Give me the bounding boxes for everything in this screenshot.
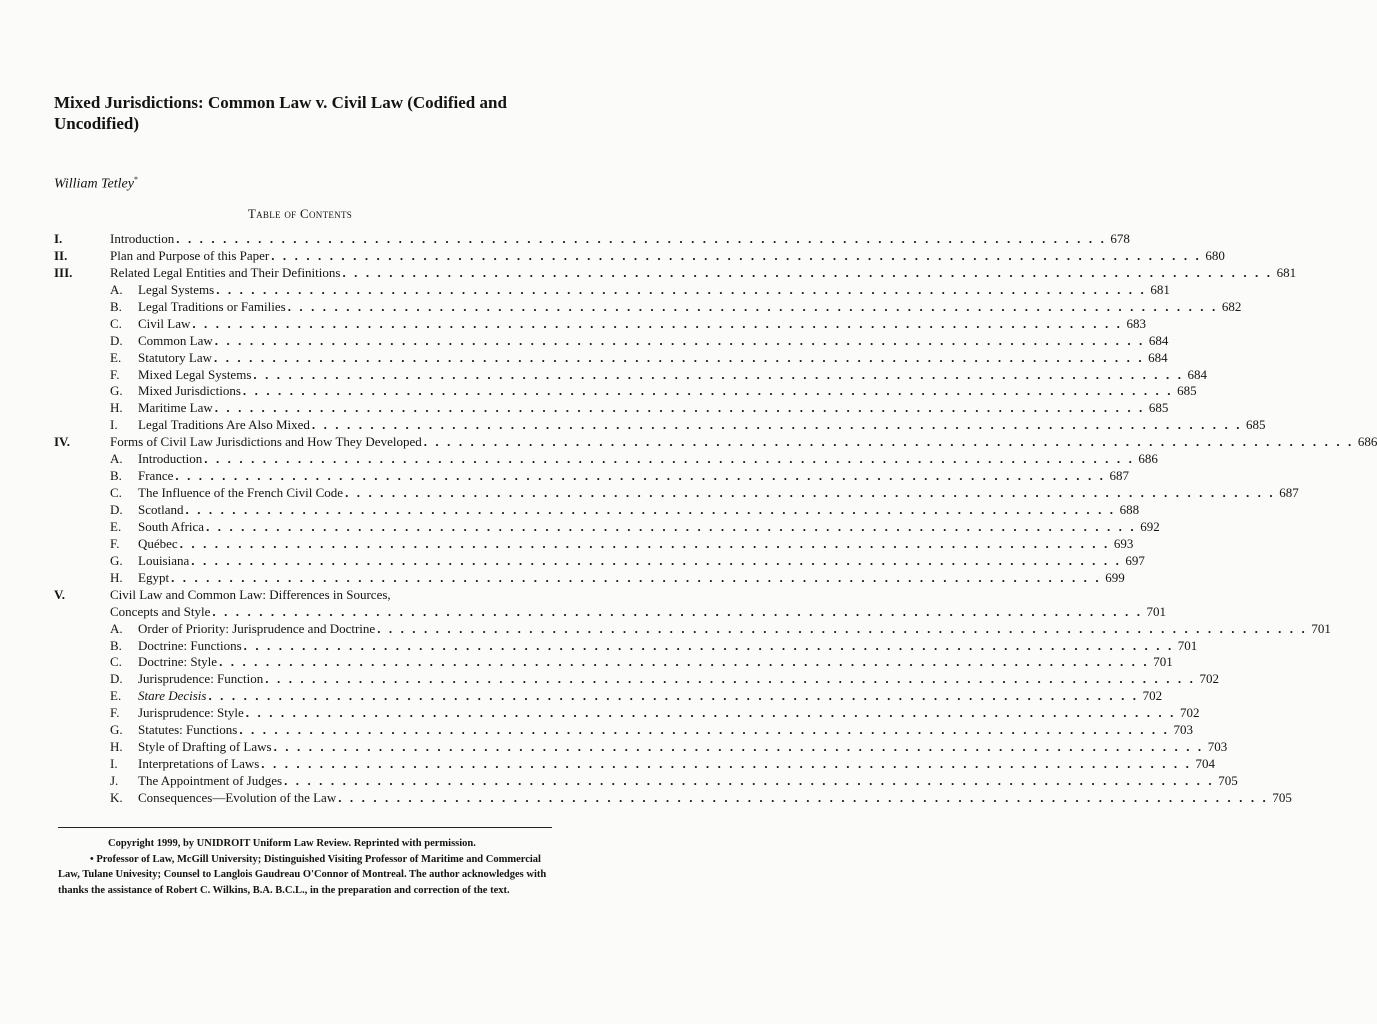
toc-entry <box>110 773 1238 790</box>
toc-section-number: I. <box>54 231 63 246</box>
toc-entry <box>110 349 1168 367</box>
toc-entry <box>110 789 1292 807</box>
toc-entry <box>110 383 1197 400</box>
toc-leader-dots: . . . . . . . . . . . . . . . . . . . . . . . . . . . . . . . . . . . . . . . . . . . . . . . . . . . . . . . . . . . . . . . . . . . . . . . . . . . . . . . . <box>265 671 1196 687</box>
toc-entry <box>110 688 1163 705</box>
toc-page-number: 701 <box>1146 603 1167 619</box>
toc-leader-dots: . . . . . . . . . . . . . . . . . . . . . . . . . . . . . . . . . . . . . . . . . . . . . . . . . . . . . . . . . . . . . . . . . . . . . . . . . . . . . . . . <box>253 366 1184 382</box>
toc-row <box>54 349 1168 367</box>
toc-page-number: 678 <box>1110 231 1130 246</box>
toc-entry <box>110 620 1331 638</box>
toc-subsection-letter: G. <box>110 722 123 738</box>
toc-entry-title: Related Legal Entities and Their Definitions <box>110 264 341 280</box>
toc-entry-title: Scotland <box>138 502 184 517</box>
toc-page-number: 680 <box>1205 247 1225 263</box>
toc-row <box>54 603 1167 621</box>
toc-page-number: 705 <box>1272 789 1292 805</box>
toc-row <box>54 654 1173 671</box>
toc-row <box>54 502 1140 519</box>
toc-entry <box>110 247 1225 265</box>
toc-section-number: V. <box>54 586 65 602</box>
toc-subsection-letter: D. <box>110 332 123 348</box>
toc-page-number: 703 <box>1173 722 1193 738</box>
toc-subsection-letter: A. <box>110 451 123 467</box>
toc-subsection-letter: C. <box>110 315 122 331</box>
toc-page-number: 704 <box>1195 756 1215 772</box>
toc-row <box>54 535 1134 553</box>
toc-page-number: 685 <box>1246 417 1266 433</box>
toc-subsection-letter: F. <box>110 366 120 382</box>
toc-leader-dots: . . . . . . . . . . . . . . . . . . . . . . . . . . . . . . . . . . . . . . . . . . . . . . . . . . . . . . . . . . . . . . . . . . . . . . . . . . . . . . . . <box>175 468 1106 484</box>
toc-row <box>54 587 550 604</box>
toc-entry <box>110 552 1145 570</box>
toc-entry <box>110 434 1377 451</box>
toc-entry <box>110 417 1266 434</box>
toc-subsection-letter: J. <box>110 773 119 788</box>
toc-entry <box>110 231 1130 248</box>
toc-entry-title: Concepts and Style <box>110 603 211 619</box>
toc-entry <box>110 756 1215 773</box>
toc-entry-title: Stare Decisis <box>138 688 207 704</box>
toc-entry <box>110 502 1140 519</box>
author-line <box>54 175 138 193</box>
toc-entry <box>110 485 1299 502</box>
toc-leader-dots: . . . . . . . . . . . . . . . . . . . . . . . . . . . . . . . . . . . . . . . . . . . . . . . . . . . . . . . . . . . . . . . . . . . . . . . . . . . . . . . . <box>208 688 1139 704</box>
toc-entry-title: Mixed Jurisdictions <box>138 383 241 399</box>
toc-entry-title: Legal Traditions or Families <box>138 298 286 314</box>
toc-entry-title: Legal Traditions Are Also Mixed <box>138 417 310 433</box>
toc-leader-dots: . . . . . . . . . . . . . . . . . . . . . . . . . . . . . . . . . . . . . . . . . . . . . . . . . . . . . . . . . . . . . . . . . . . . . . . . . . . . . . . . <box>287 298 1218 314</box>
toc-entry-title: Egypt <box>138 569 170 585</box>
toc-leader-dots: . . . . . . . . . . . . . . . . . . . . . . . . . . . . . . . . . . . . . . . . . . . . . . . . . . . . . . . . . . . . . . . . . . . . . . . . . . . . . . . . <box>216 281 1147 297</box>
toc-entry <box>110 315 1147 333</box>
toc-entry <box>110 535 1134 553</box>
toc-page-number: 685 <box>1177 383 1197 399</box>
toc-page-number: 703 <box>1207 739 1228 755</box>
toc-leader-dots: . . . . . . . . . . . . . . . . . . . . . . . . . . . . . . . . . . . . . . . . . . . . . . . . . . . . . . . . . . . . . . . . . . . . . . . . . . . . . . . . <box>377 620 1308 636</box>
toc-subsection-letter: G. <box>110 552 123 568</box>
toc-page-number: 682 <box>1221 298 1242 314</box>
toc-entry-title: Introduction <box>110 231 175 246</box>
toc-entry-title: Legal Systems <box>138 281 215 297</box>
toc-subsection-letter: D. <box>110 502 123 517</box>
toc-leader-dots: . . . . . . . . . . . . . . . . . . . . . . . . . . . . . . . . . . . . . . . . . . . . . . . . . . . . . . . . . . . . . . . . . . . . . . . . . . . . . . . . <box>338 789 1269 805</box>
toc-leader-dots: . . . . . . . . . . . . . . . . . . . . . . . . . . . . . . . . . . . . . . . . . . . . . . . . . . . . . . . . . . . . . . . . . . . . . . . . . . . . . . . . <box>212 603 1143 619</box>
toc-leader-dots: . . . . . . . . . . . . . . . . . . . . . . . . . . . . . . . . . . . . . . . . . . . . . . . . . . . . . . . . . . . . . . . . . . . . . . . . . . . . . . . . <box>423 434 1354 450</box>
toc-entry <box>110 400 1169 417</box>
table-of-contents <box>54 231 1377 807</box>
toc-subsection-letter: A. <box>110 620 123 636</box>
toc-leader-dots: . . . . . . . . . . . . . . . . . . . . . . . . . . . . . . . . . . . . . . . . . . . . . . . . . . . . . . . . . . . . . . . . . . . . . . . . . . . . . . . . <box>179 535 1110 551</box>
toc-entry-title: Québec <box>138 535 178 551</box>
toc-heading: Table of Contents <box>247 206 353 221</box>
toc-leader-dots: . . . . . . . . . . . . . . . . . . . . . . . . . . . . . . . . . . . . . . . . . . . . . . . . . . . . . . . . . . . . . . . . . . . . . . . . . . . . . . . . <box>171 569 1102 585</box>
toc-subsection-letter: F. <box>110 705 120 721</box>
toc-row <box>54 705 1200 722</box>
toc-page-number: 686 <box>1138 451 1158 467</box>
toc-entry-title: Consequences—Evolution of the Law <box>138 789 337 805</box>
toc-subsection-letter: D. <box>110 671 123 687</box>
toc-subsection-letter: I. <box>110 417 118 433</box>
toc-subsection-letter: H. <box>110 569 123 585</box>
toc-subsection-letter: B. <box>110 298 122 314</box>
toc-row <box>54 518 1160 536</box>
toc-entry-title: The Appointment of Judges <box>138 773 283 788</box>
toc-row <box>54 789 1292 807</box>
toc-leader-dots: . . . . . . . . . . . . . . . . . . . . . . . . . . . . . . . . . . . . . . . . . . . . . . . . . . . . . . . . . . . . . . . . . . . . . . . . . . . . . . . . <box>191 552 1122 568</box>
toc-entry <box>110 587 550 604</box>
toc-page-number: 681 <box>1150 281 1170 297</box>
toc-leader-dots: . . . . . . . . . . . . . . . . . . . . . . . . . . . . . . . . . . . . . . . . . . . . . . . . . . . . . . . . . . . . . . . . . . . . . . . . . . . . . . . . <box>206 518 1137 534</box>
toc-entry <box>110 705 1200 722</box>
toc-entry-title: Statutory Law <box>138 349 213 365</box>
toc-entry-title: Jurisprudence: Style <box>138 705 244 721</box>
toc-leader-dots: . . . . . . . . . . . . . . . . . . . . . . . . . . . . . . . . . . . . . . . . . . . . . . . . . . . . . . . . . . . . . . . . . . . . . . . . . . . . . . . . <box>245 705 1176 721</box>
author-note-text: Professor of Law, McGill University; Distinguished Visiting Professor of Maritime and Commercial Law, Tulane Univesity; Counsel to Langlois Gaudreau O'Connor of Montreal. The author acknowledges with thanks the assistance of Robert C. Wilkins, B.A. B.C.L., in the preparation and correction of the text. <box>58 853 547 896</box>
toc-page-number: 684 <box>1148 332 1169 348</box>
toc-row <box>54 247 1225 265</box>
toc-subsection-letter: E. <box>110 349 122 365</box>
toc-section-number: III. <box>54 264 73 280</box>
toc-subsection-letter: A. <box>110 281 123 297</box>
author-name: William Tetley <box>54 176 134 192</box>
toc-leader-dots: . . . . . . . . . . . . . . . . . . . . . . . . . . . . . . . . . . . . . . . . . . . . . . . . . . . . . . . . . . . . . . . . . . . . . . . . . . . . . . . . <box>342 264 1273 280</box>
toc-leader-dots: . . . . . . . . . . . . . . . . . . . . . . . . . . . . . . . . . . . . . . . . . . . . . . . . . . . . . . . . . . . . . . . . . . . . . . . . . . . . . . . . <box>204 451 1135 467</box>
toc-entry-title: Interpretations of Laws <box>138 756 260 772</box>
toc-page-number: 686 <box>1357 434 1377 450</box>
toc-leader-dots: . . . . . . . . . . . . . . . . . . . . . . . . . . . . . . . . . . . . . . . . . . . . . . . . . . . . . . . . . . . . . . . . . . . . . . . . . . . . . . . . <box>242 383 1174 399</box>
toc-page-number: 705 <box>1218 773 1238 788</box>
footnotes <box>58 836 556 898</box>
toc-row <box>54 417 1266 434</box>
toc-row <box>54 773 1238 790</box>
toc-entry <box>110 332 1169 350</box>
toc-page-number: 687 <box>1109 468 1130 484</box>
toc-leader-dots: . . . . . . . . . . . . . . . . . . . . . . . . . . . . . . . . . . . . . . . . . . . . . . . . . . . . . . . . . . . . . . . . . . . . . . . . . . . . . . . . <box>311 417 1243 433</box>
toc-entry-title: Louisiana <box>138 552 190 568</box>
toc-row <box>54 332 1169 350</box>
toc-leader-dots: . . . . . . . . . . . . . . . . . . . . . . . . . . . . . . . . . . . . . . . . . . . . . . . . . . . . . . . . . . . . . . . . . . . . . . . . . . . . . . . . <box>214 349 1145 365</box>
toc-entry <box>110 722 1193 739</box>
author-footnote-mark: * <box>133 175 138 184</box>
toc-row <box>54 400 1169 417</box>
toc-entry-title: Style of Drafting of Laws <box>138 739 272 755</box>
toc-entry <box>110 739 1228 756</box>
toc-row <box>54 485 1299 502</box>
author-note <box>58 852 556 899</box>
toc-entry <box>110 298 1242 316</box>
toc-entry <box>110 671 1219 688</box>
toc-leader-dots: . . . . . . . . . . . . . . . . . . . . . . . . . . . . . . . . . . . . . . . . . . . . . . . . . . . . . . . . . . . . . . . . . . . . . . . . . . . . . . . . <box>219 654 1150 670</box>
toc-subsection-letter: K. <box>110 789 123 805</box>
toc-entry-title: Order of Priority: Jurisprudence and Doctrine <box>138 620 376 636</box>
toc-section-number: II. <box>54 247 68 263</box>
toc-leader-dots: . . . . . . . . . . . . . . . . . . . . . . . . . . . . . . . . . . . . . . . . . . . . . . . . . . . . . . . . . . . . . . . . . . . . . . . . . . . . . . . . <box>176 231 1107 246</box>
toc-leader-dots: . . . . . . . . . . . . . . . . . . . . . . . . . . . . . . . . . . . . . . . . . . . . . . . . . . . . . . . . . . . . . . . . . . . . . . . . . . . . . . . . <box>284 773 1215 788</box>
toc-page-number: 702 <box>1179 705 1200 721</box>
toc-entry-title: France <box>138 468 174 484</box>
toc-row <box>54 298 1242 316</box>
toc-entry-title: Civil Law <box>138 315 191 331</box>
toc-row <box>54 383 1197 400</box>
toc-leader-dots: . . . . . . . . . . . . . . . . . . . . . . . . . . . . . . . . . . . . . . . . . . . . . . . . . . . . . . . . . . . . . . . . . . . . . . . . . . . . . . . . <box>192 315 1123 331</box>
toc-subsection-letter: C. <box>110 654 122 670</box>
toc-page-number: 702 <box>1142 688 1163 704</box>
toc-entry-title: Common Law <box>138 332 213 348</box>
toc-row <box>54 756 1215 773</box>
toc-leader-dots: . . . . . . . . . . . . . . . . . . . . . . . . . . . . . . . . . . . . . . . . . . . . . . . . . . . . . . . . . . . . . . . . . . . . . . . . . . . . . . . . <box>271 247 1202 263</box>
toc-page-number: 687 <box>1279 485 1299 501</box>
toc-row <box>54 264 1297 282</box>
toc-row <box>54 671 1219 688</box>
toc-entry-title: Forms of Civil Law Jurisdictions and How They Developed <box>110 434 422 450</box>
toc-entry <box>110 603 1167 621</box>
toc-leader-dots: . . . . . . . . . . . . . . . . . . . . . . . . . . . . . . . . . . . . . . . . . . . . . . . . . . . . . . . . . . . . . . . . . . . . . . . . . . . . . . . . <box>243 637 1174 653</box>
toc-entry <box>110 264 1297 282</box>
toc-page-number: 692 <box>1140 518 1160 534</box>
toc-entry-title: Maritime Law <box>138 400 213 416</box>
toc-row <box>54 569 1125 587</box>
toc-entry <box>110 654 1173 671</box>
footnote-divider <box>58 827 552 828</box>
toc-entry-title: The Influence of the French Civil Code <box>138 485 344 501</box>
copyright-note: Copyright 1999, by UNIDROIT Uniform Law Review. Reprinted with permission. <box>108 838 476 849</box>
toc-row <box>54 620 1331 638</box>
toc-page-number: 684 <box>1187 366 1208 382</box>
toc-page-number: 702 <box>1199 671 1219 687</box>
toc-entry-title: South Africa <box>138 518 205 534</box>
toc-entry <box>110 281 1170 299</box>
toc-row <box>54 231 1130 248</box>
toc-entry-title: Jurisprudence: Function <box>138 671 264 687</box>
toc-entry-title: Doctrine: Functions <box>138 637 242 653</box>
toc-entry-title: Statutes: Functions <box>138 722 238 738</box>
toc-page-number: 684 <box>1148 349 1168 365</box>
toc-subsection-letter: B. <box>110 637 122 653</box>
toc-subsection-letter: E. <box>110 518 122 534</box>
toc-page-number: 683 <box>1126 315 1147 331</box>
toc-page-number: 685 <box>1148 400 1169 416</box>
toc-subsection-letter: H. <box>110 739 123 755</box>
toc-row <box>54 315 1147 333</box>
toc-page-number: 701 <box>1311 620 1331 636</box>
toc-row <box>54 739 1228 756</box>
toc-entry <box>110 451 1158 468</box>
toc-page-number: 688 <box>1119 502 1140 517</box>
toc-entry-title: Introduction <box>138 451 203 467</box>
toc-row <box>54 637 1198 655</box>
toc-entry <box>110 637 1198 655</box>
toc-row <box>54 468 1130 485</box>
footnote-bullet: • <box>90 853 94 865</box>
toc-page-number: 699 <box>1105 569 1125 585</box>
toc-section-number: IV. <box>54 434 71 450</box>
toc-page-number: 701 <box>1177 637 1198 653</box>
toc-entry <box>110 366 1208 384</box>
toc-subsection-letter: G. <box>110 383 123 399</box>
toc-subsection-letter: C. <box>110 485 122 501</box>
toc-page-number: 697 <box>1125 552 1145 568</box>
toc-subsection-letter: E. <box>110 688 122 704</box>
toc-row <box>54 434 1377 451</box>
toc-row <box>54 366 1208 384</box>
toc-row <box>54 451 1158 468</box>
toc-entry-title: Plan and Purpose of this Paper <box>110 247 270 263</box>
toc-subsection-letter: H. <box>110 400 123 416</box>
toc-row <box>54 552 1145 570</box>
toc-leader-dots: . . . . . . . . . . . . . . . . . . . . . . . . . . . . . . . . . . . . . . . . . . . . . . . . . . . . . . . . . . . . . . . . . . . . . . . . . . . . . . . . <box>214 400 1145 416</box>
toc-leader-dots: . . . . . . . . . . . . . . . . . . . . . . . . . . . . . . . . . . . . . . . . . . . . . . . . . . . . . . . . . . . . . . . . . . . . . . . . . . . . . . . . <box>345 485 1276 501</box>
toc-row <box>54 281 1170 299</box>
toc-row <box>54 688 1163 705</box>
toc-leader-dots: . . . . . . . . . . . . . . . . . . . . . . . . . . . . . . . . . . . . . . . . . . . . . . . . . . . . . . . . . . . . . . . . . . . . . . . . . . . . . . . . <box>273 739 1204 755</box>
toc-leader-dots: . . . . . . . . . . . . . . . . . . . . . . . . . . . . . . . . . . . . . . . . . . . . . . . . . . . . . . . . . . . . . . . . . . . . . . . . . . . . . . . . <box>261 756 1192 772</box>
toc-row <box>54 722 1193 739</box>
toc-entry-title: Doctrine: Style <box>138 654 218 670</box>
toc-page-number: 693 <box>1113 535 1134 551</box>
toc-leader-dots: . . . . . . . . . . . . . . . . . . . . . . . . . . . . . . . . . . . . . . . . . . . . . . . . . . . . . . . . . . . . . . . . . . . . . . . . . . . . . . . . <box>239 722 1170 738</box>
toc-page-number: 681 <box>1276 264 1297 280</box>
toc-subsection-letter: B. <box>110 468 122 484</box>
toc-entry <box>110 518 1160 536</box>
toc-entry-title: Civil Law and Common Law: Differences in Sources, <box>110 586 391 602</box>
toc-leader-dots: . . . . . . . . . . . . . . . . . . . . . . . . . . . . . . . . . . . . . . . . . . . . . . . . . . . . . . . . . . . . . . . . . . . . . . . . . . . . . . . . <box>214 332 1145 348</box>
toc-subsection-letter: F. <box>110 535 120 551</box>
toc-entry-title: Mixed Legal Systems <box>138 366 252 382</box>
article-title: Mixed Jurisdictions: Common Law v. Civil Law (Codified and Uncodified) <box>54 93 507 133</box>
toc-entry <box>110 468 1130 485</box>
toc-entry <box>110 569 1125 587</box>
toc-page-number: 701 <box>1153 654 1173 670</box>
toc-leader-dots: . . . . . . . . . . . . . . . . . . . . . . . . . . . . . . . . . . . . . . . . . . . . . . . . . . . . . . . . . . . . . . . . . . . . . . . . . . . . . . . . <box>185 502 1116 517</box>
toc-subsection-letter: I. <box>110 756 118 772</box>
